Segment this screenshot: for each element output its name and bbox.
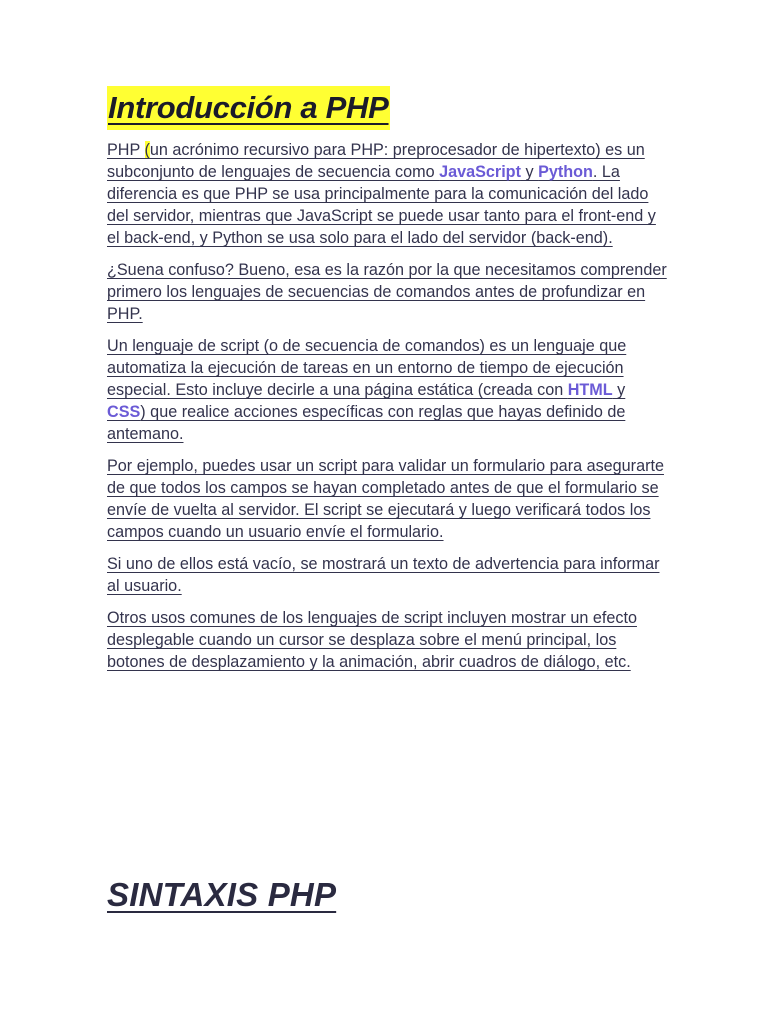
paragraph-example: Por ejemplo, puedes usar un script para validar un formulario para asegurarte de que todos los campos se hayan completado antes de que el formulario se envíe de vuelta al servidor. El script se ejecutará y luego verificará todos los campos cuando un usuario envíe el formulario. bbox=[107, 457, 664, 541]
link-css[interactable]: CSS bbox=[107, 403, 141, 421]
paragraph-intro bbox=[107, 139, 667, 249]
paragraph-scripting-text-3: ) que realice acciones específicas con reglas que hayas definido de antemano. bbox=[107, 403, 626, 443]
paragraph-intro-text-3: . La diferencia es que PHP se usa principalmente para la comunicación del lado del servidor, mientras que JavaScript se puede usar tanto para el front-end y el back-end, y Python se usa solo para el lado del servidor (back-end). bbox=[107, 163, 656, 247]
paragraph-intro-text-2: y bbox=[520, 163, 539, 181]
page-title: Introducción a PHP bbox=[107, 86, 390, 130]
section-title: SINTAXIS PHP bbox=[107, 876, 337, 913]
paragraph-empty-warning: Si uno de ellos está vacío, se mostrará un texto de advertencia para informar al usuario. bbox=[107, 555, 660, 595]
paragraph-scripting-text-1: Un lenguaje de script (o de secuencia de comandos) es un lenguaje que automatiza la ejecución de tareas en un entorno de tiempo de ejecución especial. Esto incluye decirle a una página estática (creada con bbox=[107, 337, 627, 399]
document-body bbox=[107, 86, 667, 683]
paragraph-scripting-text-2: y bbox=[612, 381, 626, 399]
highlighted-paren: ( bbox=[144, 141, 150, 159]
paragraph-confusing: ¿Suena confuso? Bueno, esa es la razón por la que necesitamos comprender primero los lenguajes de secuencias de comandos antes de profundizar en PHP. bbox=[107, 261, 667, 323]
paragraph-other-uses: Otros usos comunes de los lenguajes de script incluyen mostrar un efecto desplegable cuando un cursor se desplaza sobre el menú principal, los botones de desplazamiento y la animación, abrir cuadros de diálogo, etc. bbox=[107, 609, 637, 671]
paragraph-intro-lead: PHP bbox=[107, 141, 145, 159]
link-python[interactable]: Python bbox=[538, 163, 593, 181]
link-html[interactable]: HTML bbox=[567, 381, 613, 399]
paragraph-intro-text-1: un acrónimo recursivo para PHP: preprocesador de hipertexto) es un subconjunto de lenguajes de secuencia como bbox=[107, 141, 645, 181]
link-javascript[interactable]: JavaScript bbox=[439, 163, 521, 181]
paragraph-scripting-definition bbox=[107, 335, 667, 445]
